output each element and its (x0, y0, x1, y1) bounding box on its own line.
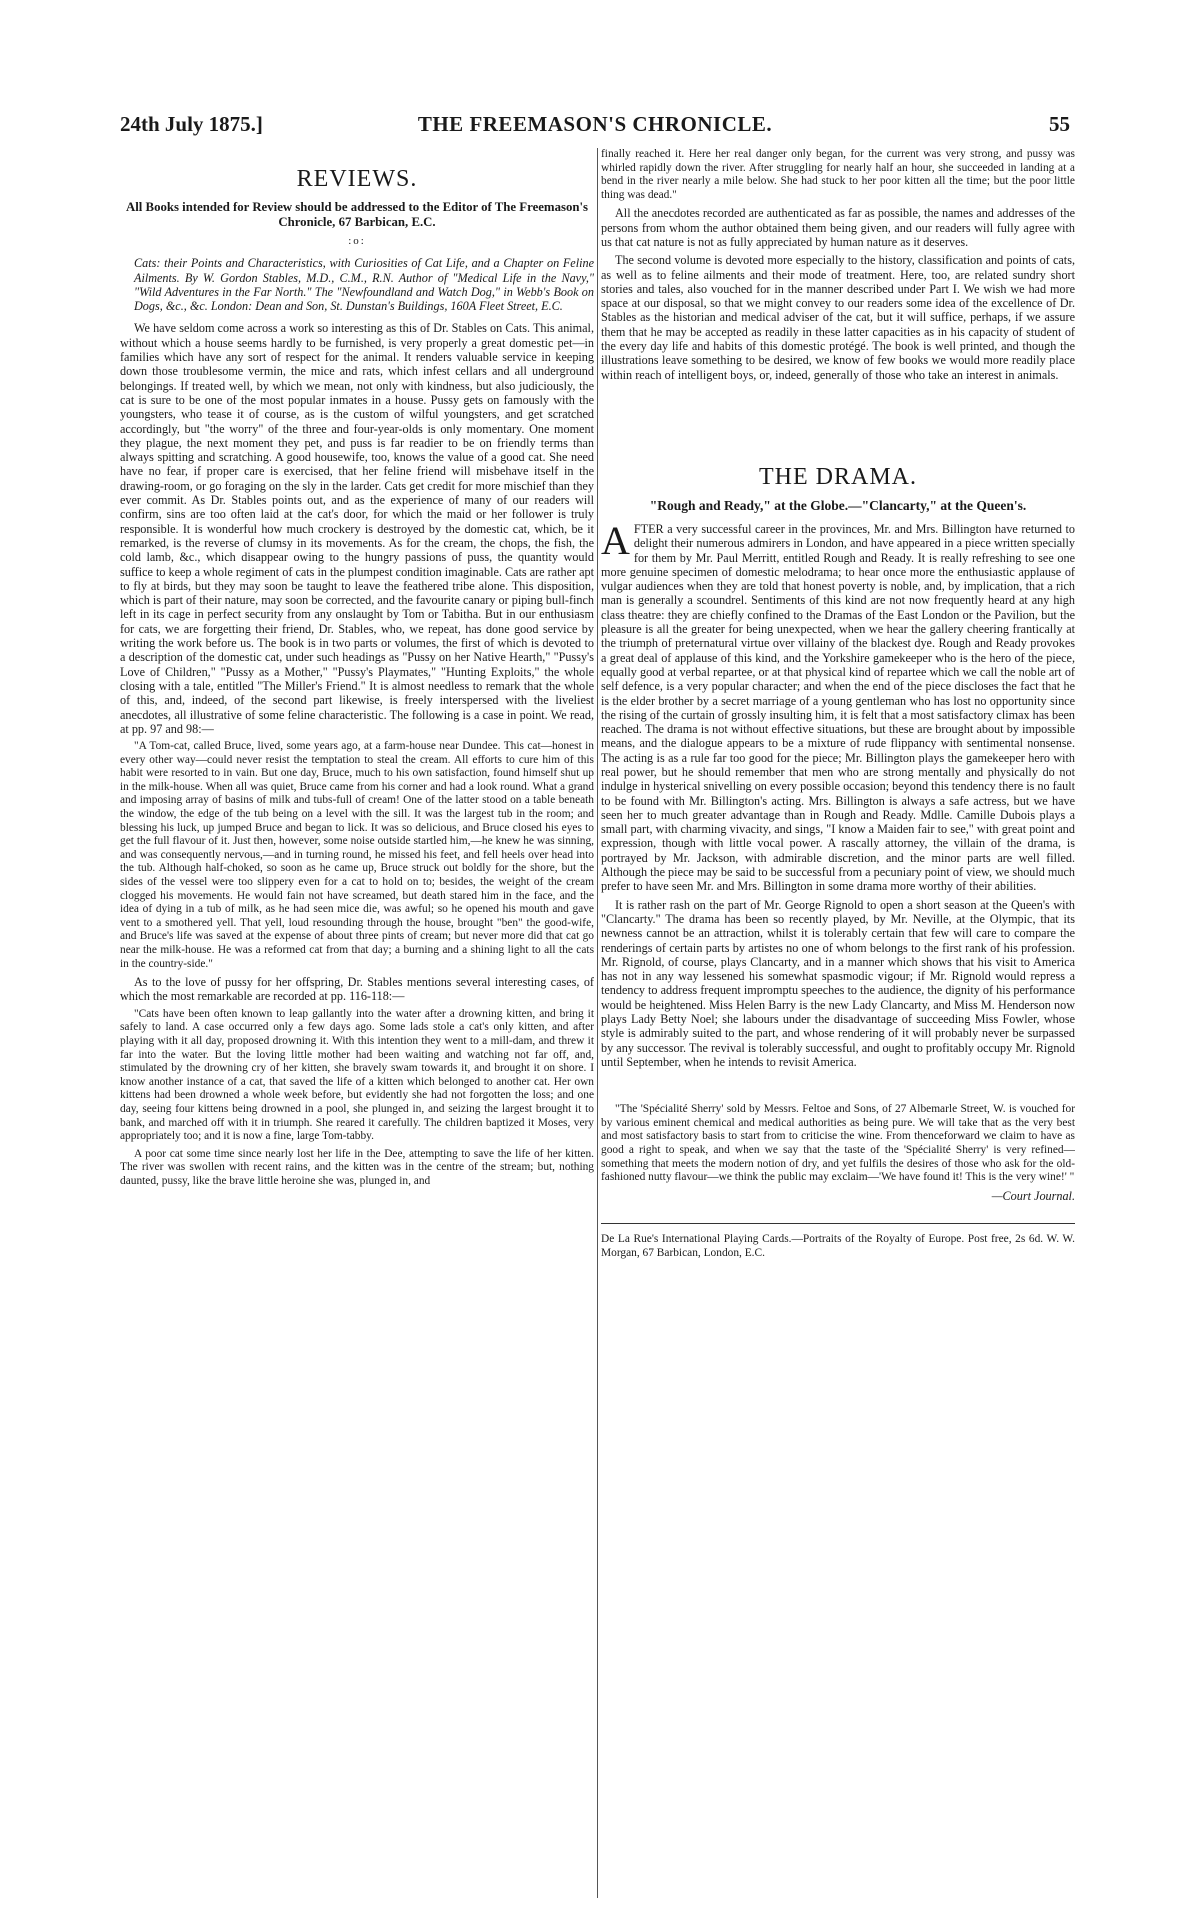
drama-paragraph-1-text: FTER a very successful career in the provinces, Mr. and Mrs. Billington have returned to delight their numerous admirers in London, and have appeared in a piece written specially for them by Mr. Paul Merritt, entitled Rough and Ready. It is really refreshing to see one more genuine specimen of domestic melodrama; to hear once more the enthusiastic applause of vulgar audiences when they are told that honest poverty is noble, and, by implication, that a rich man is generally a scoundrel. Sentiments of this kind are not now frequently heard at any high class theatre: they are chiefly confined to the Dramas of the East London or the Pavilion, but the pleasure is all the greater for being unexpected, when we hear the gallery cheering frantically at the triumph of preternatural virtue over villainy of the blackest dye. Rough and Ready provokes a great deal of applause of this kind, and the Yorkshire gamekeeper who is the hero of the piece, equally good at verbal repartee, or at that physical kind of repartee which we call the noble art of self defence, is a very popular character; and when the end of the piece discloses the fact that he is the elder brother by a secret marriage of a young gentleman who has lost no opportunity since the rising of the curtain of grossly insulting him, it is felt that a most satisfactory climax has been reached. The drama is not without effective situations, but these are brought about by impossible means, and the dialogue appears to be a mixture of rude flippancy with sentimental nonsense. The acting is as a rule far too good for the piece; Mr. Billington plays the gamekeeper hero with real power, but he should remember that men who are strong mentally and physically do not indulge in hysterical snivelling on every possible occasion; beyond this tendency there is no fault to be found with Mr. Billington's acting. Mrs. Billington is always a safe actress, but we have seen her to much greater advantage than in Rough and Ready. Mdlle. Camille Dubois plays a small part, with charming vivacity, and sings, "I know a Maiden fair to see," with great point and expression, though with little vocal power. A rascally attorney, the villain of the drama, is portrayed by Mr. Jackson, with admirable discretion, and the minor parts are well filled. Although the piece may be said to be successful from a pecuniary point of view, we should much prefer to have seen Mr. and Mrs. Billington in some drama more worthy of their abilities. (601, 521, 1075, 894)
right-column (601, 148, 1075, 1908)
drama-subheading: "Rough and Ready," at the Globe.—"Clancarty," at the Queen's. (649, 497, 1027, 513)
review-paragraph-3: All the anecdotes recorded are authenticated as far as possible, the names and addresses of the persons from whom the author obtained them being given, and our readers will fully agree with us that cat nature is not as fully appreciated by human nature as it deserves. (601, 206, 1075, 249)
spacer (601, 386, 1075, 446)
masthead (120, 112, 1070, 142)
quote-dee-continued: finally reached it. Here her real danger only began, for the current was very strong, and pussy was whirled rapidly down the river. After struggling for nearly half an hour, she succeeded in landing at a bend in the river nearly a mile below. She had stuck to her poor kitten all the time; but the poor little thing was dead." (601, 148, 1075, 201)
left-column (120, 148, 594, 1908)
review-paragraph-2: As to the love of pussy for her offspring, Dr. Stables mentions several interesting cases, of which the most remarkable are recorded at pp. 116-118:— (120, 975, 594, 1004)
book-reference: Cats: their Points and Characteristics, with Curiosities of Cat Life, and a Chapter on Feline Ailments. By W. Gordon Stables, M.D., C.M., R.N. Author of "Medical Life in the Navy," "Wild Adventures in the Far North." The "Newfoundland and Watch Dog," in Webb's Book on Dogs, &c., &c. London: Dean and Son, St. Dunstan's Buildings, 160A Fleet Street, E.C. (134, 256, 594, 314)
quote-kittens: "Cats have been often known to leap gallantly into the water after a drowning kitten, and bring it safely to land. A case occurred only a few days ago. Some lads stole a cat's only kitten, and after playing with it all day, proposed drowning it. With this intention they went to a mill-dam, and threw it far into the water. But the loving little mother had been waiting and watching not far off, and, stimulated by the drowning cry of her kitten, she bravely swam towards it, and brought it on shore. I know another instance of a cat, that saved the life of a kitten which belonged to another cat. Her own kittens had been drowned a whole week before, but evidently she had not forgotten the loss; and one day, seeing four kittens being drowned in a pool, she plunged in, and seizing the largest brought it to bank, and marched off with it in triumph. She reared it carefully. The children baptized it Moses, very appropriately too; and it is now a fine, large Tom-tabby. (120, 1007, 594, 1143)
review-paragraph-4: The second volume is devoted more especially to the history, classification and points of cats, as well as to feline ailments and their mode of treatment. Here, too, are related sundry short stories and tales, also vouched for in the manner described under Part I. We wish we had more space at our disposal, so that we might convey to our readers some idea of the excellence of Dr. Stables as the historian and medical adviser of the cat, but it will suffice, perhaps, if we assure them that he may be accepted as readily in these latter capacities as in his capacity of student of the every day life and habits of this domestic protégé. The book is well printed, and though the illustrations leave something to be desired, we know of few books we would more readily place within reach of intelligent boys, or, indeed, generally of those who take an interest in animals. (601, 253, 1075, 382)
separator: :o: (348, 235, 366, 247)
review-paragraph-1: We have seldom come across a work so interesting as this of Dr. Stables on Cats. This animal, without which a house seems hardly to be furnished, is very properly a great domestic pet—in families which have any sort of respect for the animal. It renders valuable service in keeping down those troublesome vermin, the mice and rats, which infest cellars and all underground belongings. If treated well, by which we mean, not only with kindness, but also judiciously, the cat is sure to be one of the most popular inmates in a house. Pussy gets on famously with the youngsters, who tease it of course, as is the custom of wilful youngsters, and get scratched accordingly, but "the worry" of the three and four-year-olds is only momentary. One moment they plague, the next moment they pet, and puss is far readier to be on friendly terms than always spitting and scratching. A good housewife, too, knows the value of a good cat. She need have no fear, if proper care is exercised, that her feline friend will misbehave itself in the drawing-room, or go foraging on the sly in the larder. Cats get credit for more mischief than they ever commit. As Dr. Stables points out, and as the experience of many of our readers will confirm, sins are too often laid at the cat's door, for which the maid or her follower is truly responsible. It is wonderful how much crockery is destroyed by the domestic cat, which, be it remarked, is the reverse of clumsy in its movements. As for the cream, the chops, the fish, the cold lamb, &c., which disappear owing to the hungry passions of puss, the quantity would suffice to keep a whole regiment of cats in the plumpest condition imaginable. Cats are rather apt to fly at birds, but they may soon be taught to leave the feathered tribe alone. This disposition, which is part of their nature, may soon be corrected, and the favourite canary or piping bull-finch left in its cage in perfect security from any onslaught by Tom or Tabitha. But in our enthusiasm for cats, we are forgetting their friend, Dr. Stables, who, we repeat, has done good service by writing the work before us. The book is in two parts or volumes, the first of which is devoted to a description of the domestic cat, under such headings as "Pussy on her Native Hearth," "Pussy's Love of Children," "Pussy as a Mother," "Pussy's Playmates," "Hunting Exploits," the whole closing with a tale, entitled "The Miller's Friend." It is almost needless to remark that the whole of this, and, indeed, of the second part likewise, is freely interspersed with the liveliest anecdotes, all illustrative of some feline characteristic. The following is a case in point. We read, at pp. 97 and 98:— (120, 321, 594, 736)
reviews-heading: REVIEWS. (296, 166, 418, 192)
drama-heading: THE DRAMA. (759, 463, 917, 490)
column-divider (597, 148, 598, 1898)
spacer (601, 1073, 1075, 1103)
quote-bruce: "A Tom-cat, called Bruce, lived, some years ago, at a farm-house near Dundee. This cat—honest in every other way—could never resist the temptation to steal the cream. All efforts to cure him of this habit were resorted to in vain. But one day, Bruce, much to his own satisfaction, found himself shut up in the milk-house. When all was quiet, Bruce came from his corner and had a look round. What a grand and imposing array of basins of milk and tubs-full of cream! One of the latter stood on a table beneath the window, the edge of the tub being on a level with the sill. It was the largest tub in the room; and blessing his luck, up jumped Bruce and began to lick. It was so delicious, and Bruce closed his eyes to get the full flavour of it. Just then, however, some noise outside startled him,—he knew he was sinning, and was consequently nervous,—and in turning round, he missed his feet, and fell heels over head into the tub. Although half-choked, so soon as he came up, Bruce struck out boldly for the shore, but the sides of the vessel were too slippery even for a cat to hold on to; besides, the weight of the cream clogged his movements. He would fain not have screamed, but death stared him in the face, and the idea of dying in a tub of milk, as he had seen mice die, was awful; so he opened his mouth and gave vent to a smothered yell. That yell, loud resounding through the house, brought "ben" the good-wife, and Bruce's life was saved at the expense of about three pints of cream; but never more did that cat go near the milk-house. He was a reformed cat from that day; a burning and a shining light to all the cats in the country-side." (120, 740, 594, 970)
quote-dee: A poor cat some time since nearly lost her life in the Dee, attempting to save the life of her kitten. The river was swollen with recent rains, and the kitten was in the centre of the stream; but, nothing daunted, pussy, like the brave little heroine she was, plunged in, and (120, 1147, 594, 1187)
drop-cap: A (601, 517, 630, 563)
page-number: 55 (1049, 112, 1070, 136)
reviews-notice: All Books intended for Review should be addressed to the Editor of The Freemason's Chronicle, 67 Barbican, E.C. (125, 200, 589, 229)
drama-paragraph-1 (601, 517, 1075, 894)
drama-paragraph-2: It is rather rash on the part of Mr. George Rignold to open a short season at the Queen's with "Clancarty." The drama has been so recently played, by Mr. Neville, at the Olympic, that its newness cannot be an attraction, whilst it is tolerably certain that few will care to compare the renderings of certain parts by artistes no one of whom belongs to the first rank of his profession. Mr. Rignold, of course, plays Clancarty, and in a manner which shows that his visit to America has not in any way lessened his somewhat spasmodic vigour; if Mr. Rignold would repress a tendency to address frequent impromptu speeches to the audience, the dignity of his performance would be heightened. Miss Helen Barry is the new Lady Clancarty, and Miss M. Henderson now plays Lady Betty Noel; she labours under the disadvantage of succeeding Miss Fowler, whose style is admirably suited to the part, and whose rendering of it will probably never be surpassed by any successor. The revival is tolerably successful, and ought to profitably occupy Mr. Rignold until September, when he intends to revisit America. (601, 897, 1075, 1069)
sherry-notice: "The 'Spécialité Sherry' sold by Messrs. Feltoe and Sons, of 27 Albemarle Street, W. is vouched for by various eminent chemical and medical authorities as being pure. We will take that as the very best and most satisfactory basis to start from to criticise the wine. From thenceforward we claim to have as good a right to speak, and when we say that the taste of the 'Spécialité Sherry' is very refined—something that meets the modern notion of dry, and yet fulfils the desires of those who ask for the old-fashioned nutty flavour—we think the public may exclaim—'We have found it! This is the very wine!' " (601, 1103, 1075, 1184)
playing-cards-advert: De La Rue's International Playing Cards.—Portraits of the Royalty of Europe. Post free, 2s 6d. W. W. Morgan, 67 Barbican, London, E.C. (601, 1223, 1075, 1261)
sherry-credit: —Court Journal. (991, 1188, 1075, 1203)
issue-date: 24th July 1875.] (120, 112, 263, 136)
newspaper-title: THE FREEMASON'S CHRONICLE. (417, 112, 773, 136)
